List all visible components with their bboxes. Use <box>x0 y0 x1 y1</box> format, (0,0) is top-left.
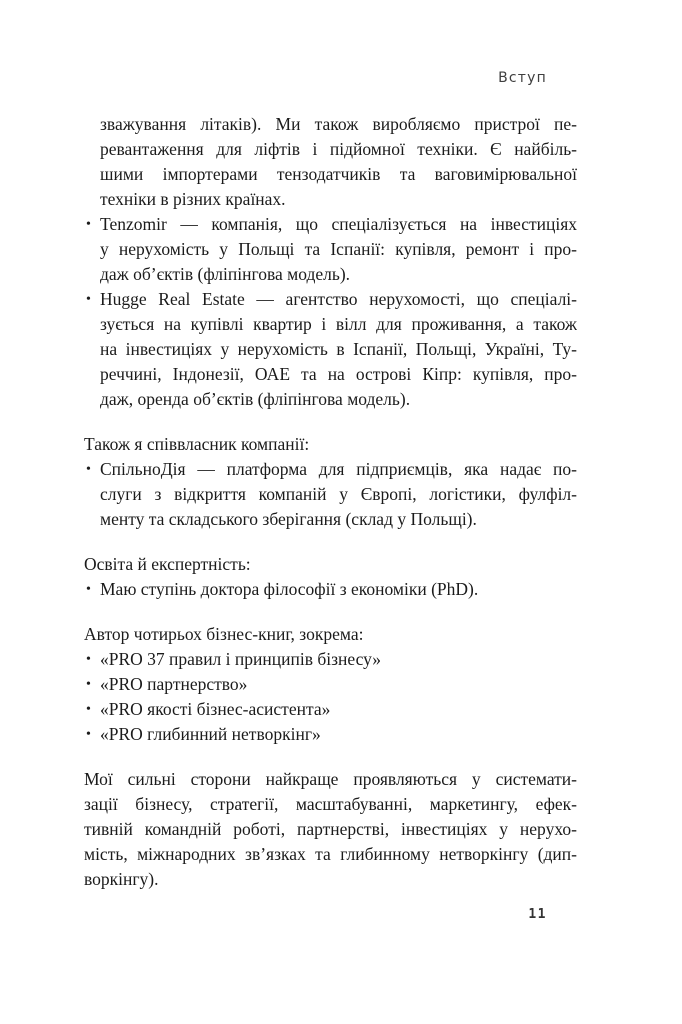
text-line: зації бізнесу, стратегії, масштабуванні, маркетингу, ефек- <box>84 794 577 814</box>
text-line: техніки в різних країнах. <box>100 189 286 209</box>
running-head: Вступ <box>498 70 547 86</box>
bullet-icon: • <box>86 582 91 597</box>
text-line: зується на купівлі квартир і вілл для проживання, а також <box>100 314 577 334</box>
text-block <box>84 112 577 892</box>
text-line: Tenzomir — компанія, що спеціалізується на інвестиціях <box>100 214 577 234</box>
page-number: 11 <box>528 907 547 922</box>
bullet-icon: • <box>86 727 91 742</box>
bullet-icon: • <box>86 462 91 477</box>
text-line: реччині, Індонезії, ОАЕ та на острові Кіпр: купівля, про- <box>100 364 577 384</box>
bullet-icon: • <box>86 292 91 307</box>
paragraph-continuation <box>84 112 577 212</box>
text-line: у нерухомість у Польщі та Іспанії: купівля, ремонт і про- <box>100 239 577 259</box>
text-line: воркінгу). <box>84 869 159 889</box>
section-strengths <box>84 767 577 892</box>
list-item-book <box>84 697 577 722</box>
section-books <box>84 622 577 747</box>
list-item-hugge <box>84 287 577 412</box>
list-item-spilnodiya <box>84 457 577 532</box>
section-coowner <box>84 432 577 532</box>
text-line: «PRO 37 правил і принципів бізнесу» <box>100 649 382 669</box>
list-item-book <box>84 722 577 747</box>
section-heading: Також я співвласник компанії: <box>84 434 310 454</box>
text-line: слуги з відкриття компаній у Європі, логістики, фулфіл- <box>100 484 577 504</box>
list-item-book <box>84 672 577 697</box>
text-line: Мої сильні сторони найкраще проявляються у системати- <box>84 769 577 789</box>
text-line: ревантаження для ліфтів і підйомної техніки. Є найбіль- <box>100 139 577 159</box>
text-line: тивній командній роботі, партнерстві, інвестиціях у нерухо- <box>84 819 577 839</box>
text-line: «PRO партнерство» <box>100 674 248 694</box>
section-companies <box>84 112 577 412</box>
bullet-icon: • <box>86 217 91 232</box>
text-line: на інвестиціях у нерухомість в Іспанії, Польщі, Україні, Ту- <box>100 339 577 359</box>
text-line: даж, оренда об’єктів (фліпінгова модель). <box>100 389 411 409</box>
text-line: Маю ступінь доктора філософії з економіки (PhD). <box>100 579 479 599</box>
text-line: менту та складського зберігання (склад у Польщі). <box>100 509 477 529</box>
text-line: шими імпортерами тензодатчиків та ваговимірювальної <box>100 164 577 184</box>
list-item-book <box>84 647 577 672</box>
list-item-phd <box>84 577 577 602</box>
text-line: Hugge Real Estate — агентство нерухомості, що спеціалі- <box>100 289 577 309</box>
section-heading: Освіта й експертність: <box>84 554 251 574</box>
bullet-icon: • <box>86 702 91 717</box>
bullet-icon: • <box>86 677 91 692</box>
text-line: даж об’єктів (фліпінгова модель). <box>100 264 351 284</box>
list-item-tenzomir <box>84 212 577 287</box>
text-line: зважування літаків). Ми також виробляємо пристрої пе- <box>100 114 577 134</box>
text-line: мість, міжнародних зв’язках та глибинному нетворкінгу (дип- <box>84 844 577 864</box>
section-heading: Автор чотирьох бізнес-книг, зокрема: <box>84 624 364 644</box>
text-line: СпільноДія — платформа для підприємців, яка надає по- <box>100 459 577 479</box>
bullet-icon: • <box>86 652 91 667</box>
text-line: «PRO якості бізнес-асистента» <box>100 699 331 719</box>
text-line: «PRO глибинний нетворкінг» <box>100 724 321 744</box>
section-education <box>84 552 577 602</box>
